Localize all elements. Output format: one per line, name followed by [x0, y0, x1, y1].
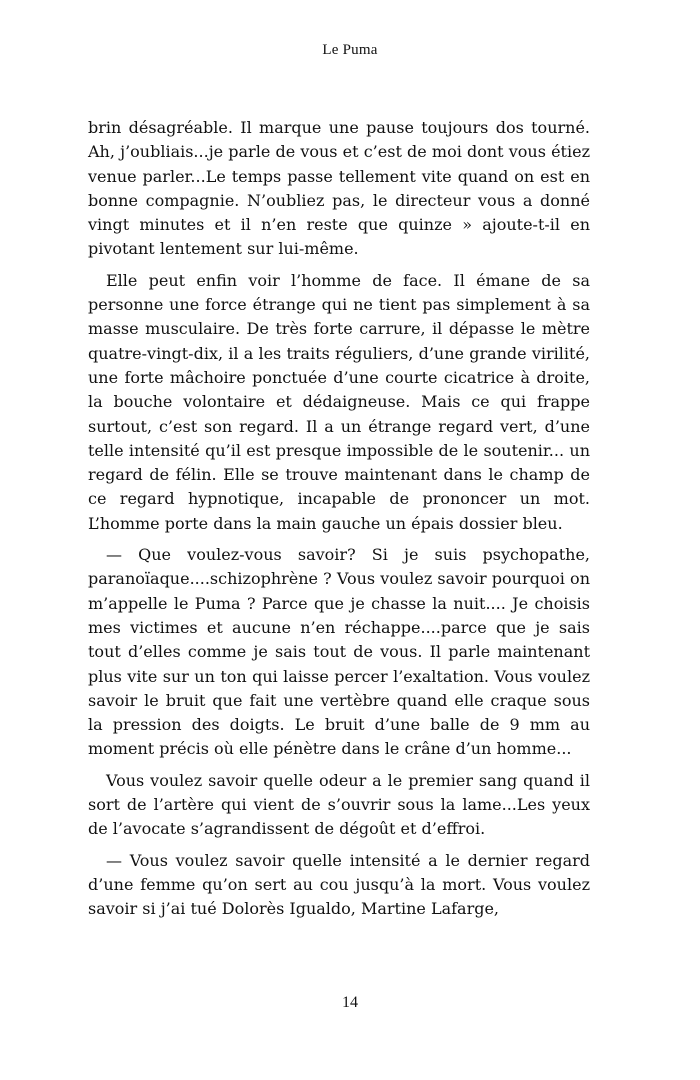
dialogue-paragraph: — Vous voulez savoir quelle intensité a le dernier regard d’une femme qu’on sert au cou jusqu’à la mort. Vous voulez savoir si j’ai tué Dolorès Igualdo, Martine Lafarge,	[88, 850, 590, 919]
page-number: 14	[342, 994, 358, 1011]
running-title: Le Puma	[322, 42, 378, 58]
dialogue-paragraph: — Que voulez-vous savoir? Si je suis psychopathe, paranoïaque....schizophrène ? Vous voulez savoir pourquoi on m’appelle le Puma ? Parce que je chasse la nuit.... Je choisis mes victimes et aucune n’en réchappe....parce que je sais tout d’elles comme je sais tout de vous. Il parle maintenant plus vite sur un ton qui laisse percer l’exaltation. Vous voulez savoir le bruit que fait une vertèbre quand elle craque sous la pression des doigts. Le bruit d’une balle de 9 mm au moment précis où elle pénètre dans le crâne d’un homme...	[88, 545, 590, 759]
paragraph: Elle peut enfin voir l’homme de face. Il émane de sa personne une force étrange qui ne tient pas simplement à sa masse musculaire. De très forte carrure, il dépasse le mètre quatre-vingt-dix, il a les traits réguliers, d’une grande virilité, une forte mâchoire ponctuée d’une courte cicatrice à droite, la bouche volontaire et dédaigneuse. Mais ce qui frappe surtout, c’est son regard. Il a un étrange regard vert, d’une telle intensité qu’il est presque impossible de le soutenir... un regard de félin. Elle se trouve maintenant dans le champ de ce regard hypnotique, incapable de prononcer un mot. L’homme porte dans la main gauche un épais dossier bleu.	[88, 270, 590, 533]
paragraph-continued: brin désagréable. Il marque une pause toujours dos tourné. Ah, j’oubliais...je parle de vous et c’est de moi dont vous étiez venue parler...Le temps passe tellement vite quand on est en bonne compagnie. N’oubliez pas, le directeur vous a donné vingt minutes et il n’en reste que quinze » ajoute-t-il en pivotant lentement sur lui-même.	[88, 118, 590, 259]
paragraph: Vous voulez savoir quelle odeur a le premier sang quand il sort de l’artère qui vient de s’ouvrir sous la lame...Les yeux de l’avocate s’agrandissent de dégoût et d’effroi.	[88, 770, 590, 839]
body-text	[88, 116, 590, 929]
